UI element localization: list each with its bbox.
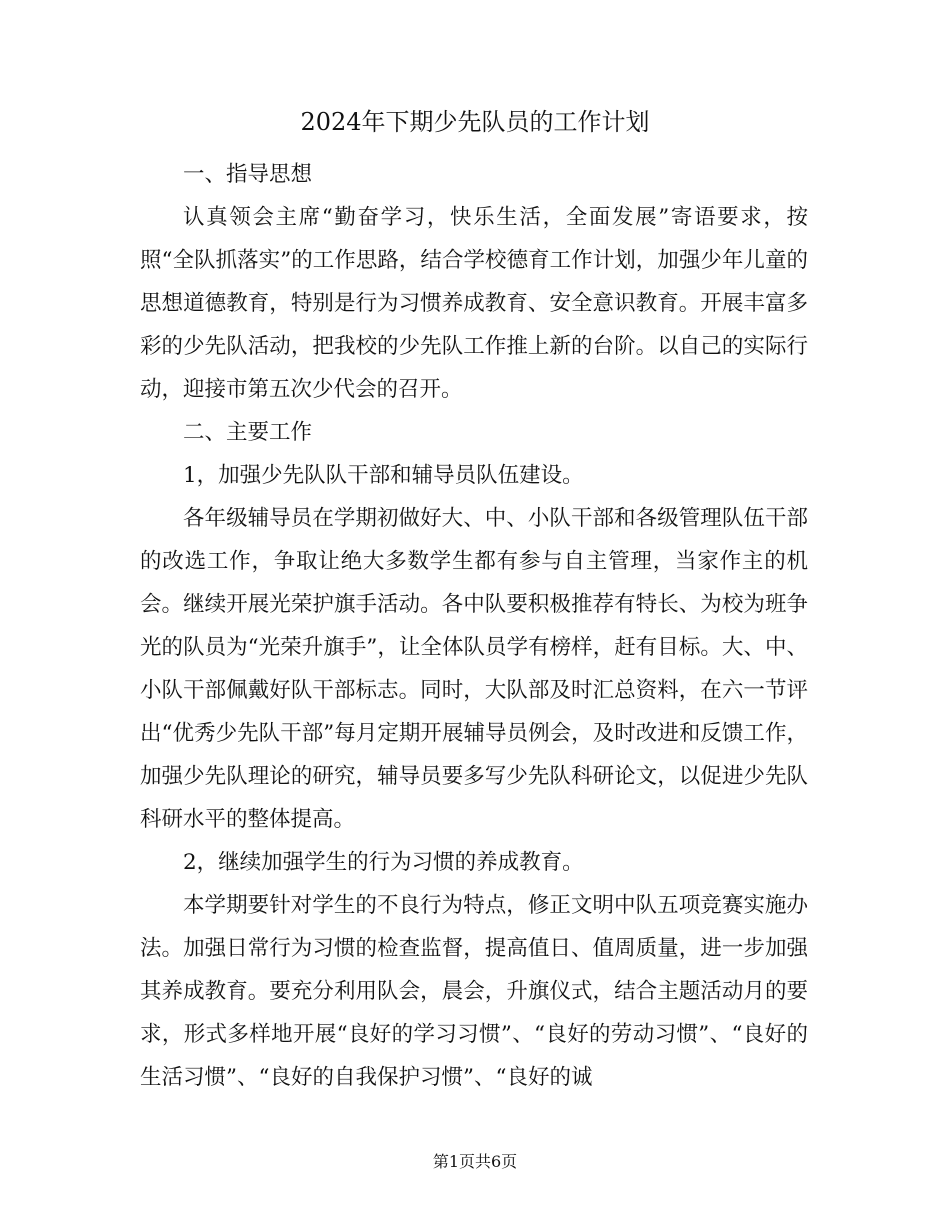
paragraph-team-building: 各年级辅导员在学期初做好大、中、小队干部和各级管理队伍干部的改选工作，争取让绝大多数学生都有参与自主管理，当家作主的机会。继续开展光荣护旗手活动。各中队要积极推荐有特长、为校为班争光的队员为“光荣升旗手”，让全体队员学有榜样，赶有目标。大、中、小队干部佩戴好队干部标志。同时，大队部及时汇总资料，在六一节评出“优秀少先队干部”每月定期开展辅导员例会，及时改进和反馈工作，加强少先队理论的研究，辅导员要多写少先队科研论文，以促进少先队科研水平的整体提高。 — [140, 506, 808, 832]
paragraph-guiding-ideology: 认真领会主席“勤奋学习，快乐生活，全面发展”寄语要求，按照“全队抓落实”的工作思路，结合学校德育工作计划，加强少年儿童的思想道德教育，特别是行为习惯养成教育、安全意识教育。开展丰富多彩的少先队活动，把我校的少先队工作推上新的台阶。以自己的实际行动，迎接市第五次少代会的召开。 — [140, 205, 808, 402]
subheading-habit-education: 2，继续加强学生的行为习惯的养成教育。 — [183, 850, 584, 875]
section-heading-main-work: 二、主要工作 — [183, 420, 313, 445]
document-body — [140, 153, 808, 1099]
document-title: 2024年下期少先队员的工作计划 — [300, 108, 650, 136]
paragraph-habit-education: 本学期要针对学生的不良行为特点，修正文明中队五项竞赛实施办法。加强日常行为习惯的检查监督，提高值日、值周质量，进一步加强其养成教育。要充分利用队会，晨会，升旗仪式，结合主题活动月的要求，形式多样地开展“良好的学习习惯”、“良好的劳动习惯”、“良好的生活习惯”、“良好的自我保护习惯”、“良好的诚 — [140, 893, 808, 1090]
subheading-team-building: 1，加强少先队队干部和辅导员队伍建设。 — [183, 463, 584, 488]
section-heading-guiding-ideology: 一、指导思想 — [183, 162, 313, 187]
page-number-footer: 第1页共6页 — [432, 1152, 518, 1171]
